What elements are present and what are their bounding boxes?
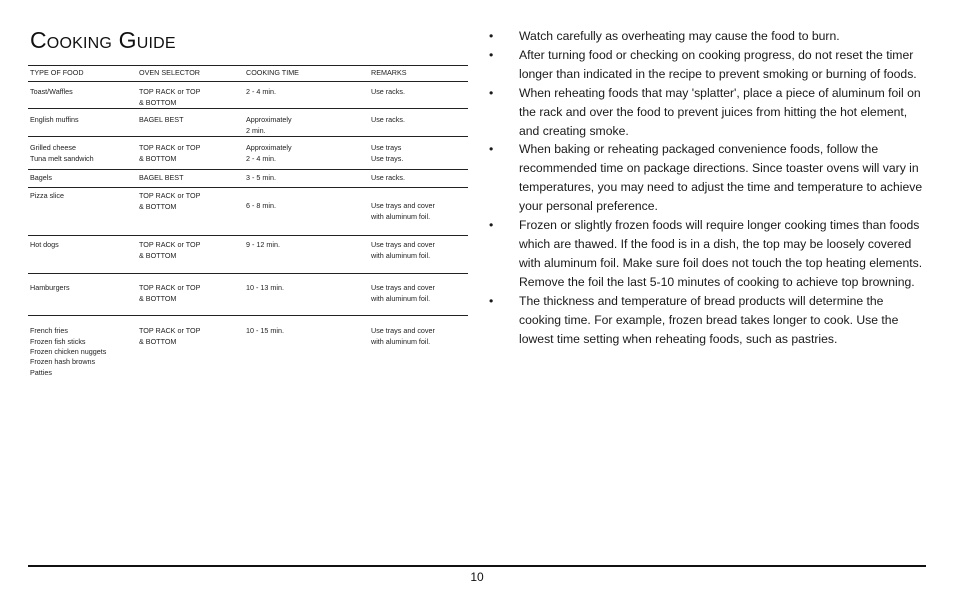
header-cooking-time: COOKING TIME bbox=[244, 66, 369, 82]
selector-cell: TOP RACK or TOP & BOTTOM bbox=[139, 326, 201, 346]
header-remarks: REMARKS bbox=[369, 66, 468, 82]
table-row bbox=[28, 109, 468, 137]
food-cell: French fries Frozen fish sticks Frozen chicken nuggets Frozen hash browns Patties bbox=[30, 326, 107, 377]
page-title: Cooking Guide bbox=[30, 27, 176, 53]
table-header-row bbox=[28, 66, 468, 82]
time-cell: 6 - 8 min. bbox=[244, 188, 369, 236]
remarks-cell: Use trays Use trays. bbox=[369, 137, 468, 170]
food-cell: Pizza slice bbox=[28, 188, 137, 236]
food-cell: Hamburgers bbox=[28, 274, 137, 316]
table-row bbox=[28, 170, 468, 188]
header-oven-selector: OVEN SELECTOR bbox=[137, 66, 244, 82]
remarks-cell: Use trays and cover with aluminum foil. bbox=[369, 188, 468, 236]
bullet-icon: • bbox=[489, 47, 494, 62]
remarks-cell: Use racks. bbox=[369, 109, 468, 137]
bullet-icon: • bbox=[489, 293, 494, 308]
bullet-icon: • bbox=[489, 29, 494, 43]
list-item bbox=[489, 84, 926, 141]
bullet-icon: • bbox=[489, 218, 494, 233]
time-cell: 9 - 12 min. bbox=[244, 236, 369, 274]
remarks-cell: Use trays and cover with aluminum foil. bbox=[369, 274, 468, 316]
time-cell: 2 - 4 min. bbox=[244, 82, 369, 109]
table-row bbox=[28, 316, 468, 385]
food-cell: Hot dogs bbox=[28, 236, 137, 274]
remarks-cell: Use racks. bbox=[369, 82, 468, 109]
list-item bbox=[489, 140, 926, 216]
selector-cell: TOP RACK or TOP & BOTTOM bbox=[137, 274, 244, 316]
selector-cell: TOP RACK or TOP & BOTTOM bbox=[137, 236, 244, 274]
food-cell: Toast/Waffles bbox=[28, 82, 137, 109]
tip-text: Frozen or slightly frozen foods will require longer cooking times than foods which are thawed. If the food is in a dish, the top may be loosely covered with aluminum foil. Make sure foil does not touch the top heating elements. Remove the foil the last 5-10 minutes of cooking to achieve top browning. bbox=[519, 218, 923, 289]
bullet-icon: • bbox=[489, 85, 494, 100]
time-cell: Approximately 2 - 4 min. bbox=[244, 137, 369, 170]
tip-text: When reheating foods that may 'splatter', place a piece of aluminum foil on the rack and over the food to prevent juices from hitting the hot element, and creating smoke. bbox=[519, 85, 921, 138]
table-row bbox=[28, 274, 468, 316]
table-row bbox=[28, 137, 468, 170]
time-cell: 10 - 13 min. bbox=[244, 274, 369, 316]
food-cell: English muffins bbox=[28, 109, 137, 137]
selector-cell: BAGEL BEST bbox=[137, 170, 244, 188]
time-cell: 10 - 15 min. bbox=[246, 326, 284, 336]
bullet-icon: • bbox=[489, 142, 494, 157]
list-item bbox=[489, 292, 926, 349]
time-cell: Approximately 2 min. bbox=[244, 109, 369, 137]
cooking-tips-list bbox=[489, 27, 926, 348]
food-cell: Grilled cheese Tuna melt sandwich bbox=[28, 137, 137, 170]
table-row bbox=[28, 236, 468, 274]
remarks-cell: Use racks. bbox=[369, 170, 468, 188]
list-item bbox=[489, 216, 926, 292]
selector-cell: BAGEL BEST bbox=[137, 109, 244, 137]
remarks-cell: Use trays and cover with aluminum foil. bbox=[371, 326, 435, 346]
food-cell: Bagels bbox=[28, 170, 137, 188]
tip-text: After turning food or checking on cooking progress, do not reset the timer longer than indicated in the recipe to prevent smoking or burning of foods. bbox=[519, 47, 917, 81]
tip-text: Watch carefully as overheating may cause the food to burn. bbox=[519, 29, 840, 43]
table-row bbox=[28, 188, 468, 236]
tip-text: The thickness and temperature of bread products will determine the cooking time. For example, frozen bread takes longer to cook. Use the lowest time setting when reheating foods, such as pastries. bbox=[519, 293, 899, 346]
list-item bbox=[489, 46, 926, 84]
selector-cell: TOP RACK or TOP & BOTTOM bbox=[137, 82, 244, 109]
page-number: 10 bbox=[470, 570, 484, 584]
footer-divider bbox=[28, 565, 926, 567]
header-type-of-food: TYPE OF FOOD bbox=[28, 66, 137, 82]
list-item bbox=[489, 27, 926, 46]
remarks-cell: Use trays and cover with aluminum foil. bbox=[369, 236, 468, 274]
tip-text: When baking or reheating packaged convenience foods, follow the recommended time on package directions. Since toaster ovens will vary in temperatures, you may need to adjust the time and temperature to achieve your personal preference. bbox=[519, 142, 923, 214]
selector-cell: TOP RACK or TOP & BOTTOM bbox=[137, 188, 244, 236]
selector-cell: TOP RACK or TOP & BOTTOM bbox=[137, 137, 244, 170]
time-cell: 3 - 5 min. bbox=[244, 170, 369, 188]
cooking-guide-table bbox=[28, 65, 468, 384]
table-row bbox=[28, 82, 468, 109]
